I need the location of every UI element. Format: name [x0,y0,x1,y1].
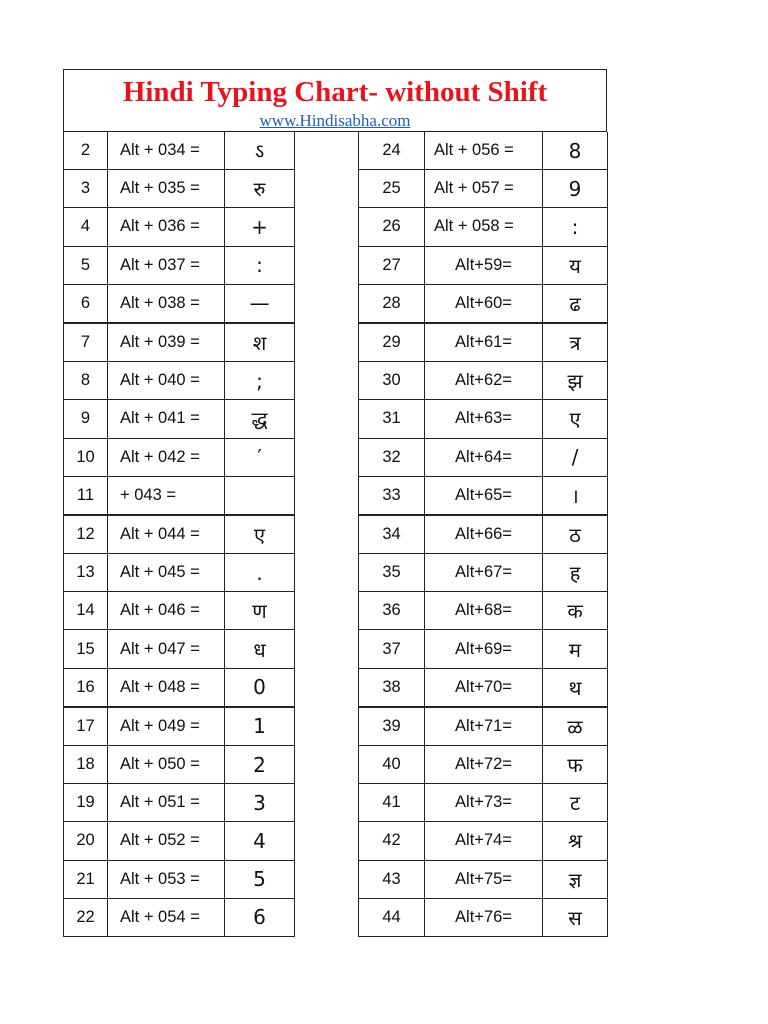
alt-code-left: Alt + 054 = [108,898,225,936]
row-number-right: 25 [359,170,425,208]
glyph-right: ज्ञ [543,860,608,898]
table-row [64,170,608,208]
chart-header [63,69,607,132]
alt-code-left: + 043 = [108,476,225,515]
row-number-right: 35 [359,554,425,592]
alt-code-right: Alt+75= [425,860,543,898]
row-number-right: 28 [359,284,425,323]
glyph-right: म [543,630,608,668]
row-number-right: 32 [359,438,425,476]
table-row [64,668,608,707]
row-number-right: 38 [359,668,425,707]
alt-code-right: Alt+76= [425,898,543,936]
glyph-left: श [225,323,295,362]
alt-code-right: Alt+61= [425,323,543,362]
alt-code-left: Alt + 046 = [108,592,225,630]
alt-code-left: Alt + 047 = [108,630,225,668]
glyph-left [225,476,295,515]
column-gap [295,592,359,630]
glyph-right: 8 [543,132,608,170]
table-row [64,208,608,246]
glyph-right: श्र [543,822,608,860]
alt-code-left: Alt + 044 = [108,515,225,554]
row-number-left: 7 [64,323,108,362]
table-row [64,438,608,476]
alt-code-left: Alt + 042 = [108,438,225,476]
alt-code-left: Alt + 045 = [108,554,225,592]
table-row [64,898,608,936]
glyph-left: . [225,554,295,592]
column-gap [295,630,359,668]
table-row [64,592,608,630]
glyph-left: ′ [225,438,295,476]
alt-code-left: Alt + 048 = [108,668,225,707]
row-number-left: 12 [64,515,108,554]
glyph-left: ध [225,630,295,668]
table-row [64,707,608,746]
alt-code-left: Alt + 051 = [108,784,225,822]
glyph-right: ट [543,784,608,822]
row-number-right: 43 [359,860,425,898]
row-number-right: 30 [359,362,425,400]
alt-code-right: Alt+60= [425,284,543,323]
column-gap [295,400,359,438]
glyph-left: 6 [225,898,295,936]
alt-code-right: Alt+64= [425,438,543,476]
glyph-right: झ [543,362,608,400]
row-number-right: 27 [359,246,425,284]
row-number-left: 5 [64,246,108,284]
row-number-left: 2 [64,132,108,170]
row-number-right: 41 [359,784,425,822]
alt-code-table [63,132,608,937]
typing-chart-sheet [63,69,607,937]
row-number-left: 18 [64,746,108,784]
table-row [64,400,608,438]
alt-code-left: Alt + 039 = [108,323,225,362]
alt-code-left: Alt + 040 = [108,362,225,400]
table-row [64,630,608,668]
alt-code-right: Alt+65= [425,476,543,515]
alt-code-left: Alt + 038 = [108,284,225,323]
column-gap [295,822,359,860]
row-number-right: 44 [359,898,425,936]
row-number-right: 39 [359,707,425,746]
row-number-left: 4 [64,208,108,246]
column-gap [295,746,359,784]
alt-code-left: Alt + 041 = [108,400,225,438]
table-row [64,476,608,515]
glyph-left: ए [225,515,295,554]
table-body [64,132,608,936]
table-row [64,515,608,554]
glyph-right: ए [543,400,608,438]
column-gap [295,362,359,400]
column-gap [295,707,359,746]
glyph-right: फ [543,746,608,784]
glyph-left: 1 [225,707,295,746]
alt-code-right: Alt + 056 = [425,132,543,170]
alt-code-right: Alt+72= [425,746,543,784]
row-number-left: 9 [64,400,108,438]
alt-code-right: Alt + 057 = [425,170,543,208]
glyph-left: द्ध [225,400,295,438]
table-row [64,284,608,323]
glyph-right: त्र [543,323,608,362]
alt-code-right: Alt+71= [425,707,543,746]
glyph-left: 0 [225,668,295,707]
table-row [64,822,608,860]
column-gap [295,554,359,592]
glyph-right: थ [543,668,608,707]
column-gap [295,438,359,476]
alt-code-right: Alt + 058 = [425,208,543,246]
row-number-right: 37 [359,630,425,668]
alt-code-left: Alt + 049 = [108,707,225,746]
alt-code-right: Alt+68= [425,592,543,630]
glyph-right: ठ [543,515,608,554]
glyph-right: । [543,476,608,515]
column-gap [295,246,359,284]
alt-code-left: Alt + 050 = [108,746,225,784]
row-number-left: 10 [64,438,108,476]
alt-code-left: Alt + 052 = [108,822,225,860]
column-gap [295,170,359,208]
table-row [64,246,608,284]
column-gap [295,284,359,323]
row-number-right: 31 [359,400,425,438]
column-gap [295,515,359,554]
row-number-right: 29 [359,323,425,362]
row-number-right: 33 [359,476,425,515]
table-row [64,323,608,362]
row-number-right: 40 [359,746,425,784]
glyph-right: / [543,438,608,476]
row-number-left: 22 [64,898,108,936]
glyph-right: क [543,592,608,630]
glyph-left: 4 [225,822,295,860]
glyph-left: + [225,208,295,246]
row-number-left: 19 [64,784,108,822]
column-gap [295,132,359,170]
column-gap [295,860,359,898]
row-number-left: 21 [64,860,108,898]
table-row [64,554,608,592]
alt-code-right: Alt+74= [425,822,543,860]
column-gap [295,898,359,936]
row-number-right: 24 [359,132,425,170]
glyph-right: ढ [543,284,608,323]
row-number-right: 36 [359,592,425,630]
glyph-right: 9 [543,170,608,208]
row-number-left: 13 [64,554,108,592]
table-row [64,132,608,170]
alt-code-right: Alt+73= [425,784,543,822]
row-number-left: 3 [64,170,108,208]
glyph-right: य [543,246,608,284]
row-number-right: 42 [359,822,425,860]
alt-code-right: Alt+63= [425,400,543,438]
glyph-left: 2 [225,746,295,784]
glyph-right: : [543,208,608,246]
alt-code-left: Alt + 034 = [108,132,225,170]
alt-code-left: Alt + 035 = [108,170,225,208]
table-row [64,784,608,822]
alt-code-left: Alt + 053 = [108,860,225,898]
column-gap [295,476,359,515]
column-gap [295,208,359,246]
glyph-left: 3 [225,784,295,822]
row-number-left: 8 [64,362,108,400]
column-gap [295,323,359,362]
glyph-left: ; [225,362,295,400]
glyph-right: ह [543,554,608,592]
row-number-left: 6 [64,284,108,323]
row-number-right: 26 [359,208,425,246]
row-number-left: 14 [64,592,108,630]
alt-code-right: Alt+59= [425,246,543,284]
row-number-left: 20 [64,822,108,860]
glyph-right: स [543,898,608,936]
glyph-left: — [225,284,295,323]
column-gap [295,784,359,822]
glyph-left: ऽ [225,132,295,170]
row-number-left: 17 [64,707,108,746]
table-row [64,746,608,784]
glyph-right: ळ [543,707,608,746]
row-number-left: 15 [64,630,108,668]
table-row [64,362,608,400]
table-row [64,860,608,898]
glyph-left: ण [225,592,295,630]
alt-code-right: Alt+66= [425,515,543,554]
row-number-right: 34 [359,515,425,554]
glyph-left: 5 [225,860,295,898]
alt-code-right: Alt+69= [425,630,543,668]
chart-title: Hindi Typing Chart- without Shift [122,76,548,108]
alt-code-right: Alt+67= [425,554,543,592]
glyph-left: : [225,246,295,284]
row-number-left: 11 [64,476,108,515]
alt-code-right: Alt+70= [425,668,543,707]
column-gap [295,668,359,707]
website-link[interactable]: www.Hindisabha.com [259,111,411,130]
glyph-left: रु [225,170,295,208]
alt-code-right: Alt+62= [425,362,543,400]
alt-code-left: Alt + 036 = [108,208,225,246]
alt-code-left: Alt + 037 = [108,246,225,284]
row-number-left: 16 [64,668,108,707]
